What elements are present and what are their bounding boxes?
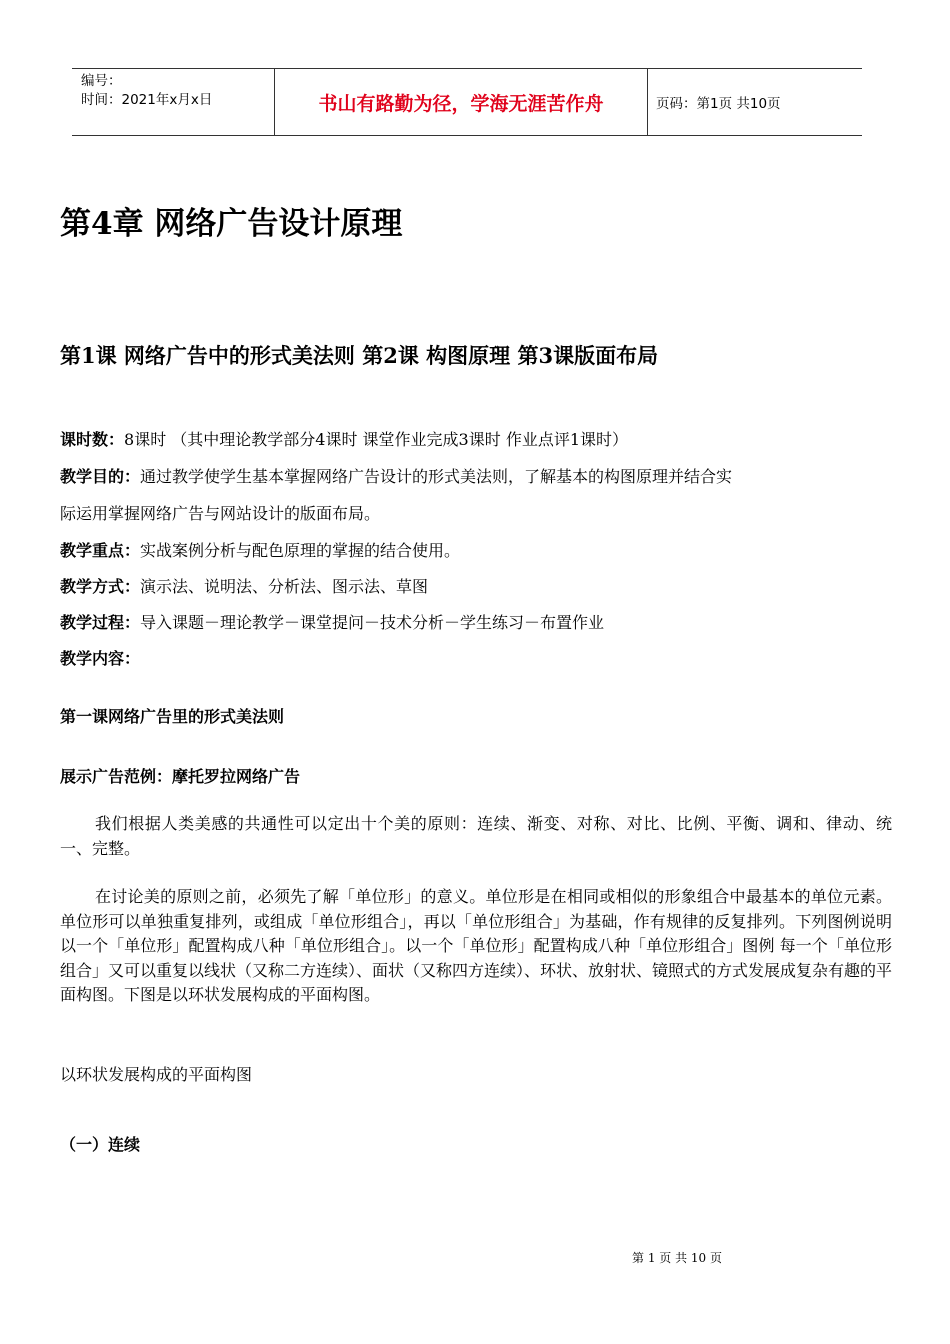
document-number-label: 编号： [81, 73, 122, 89]
meta-goal-label: 教学目的： [60, 467, 141, 486]
paragraph-unit-form: 在讨论美的原则之前，必须先了解「单位形」的意义。单位形是在相同或相似的形象组合中最基本的单位元素。单位形可以单独重复排列，或组成「单位形组合」，再以「单位形组合」为基础，作有规律的反复排列。下列图例说明以一个「单位形」配置构成八种「单位形组合」。以一个「单位形」配置构成八种「单位形组合」图例 每一个「单位形组合」又可以重复以线状（又称二方连续）、面状（又称四方连续）、环状、放射状、镜照式的方式发展成复杂有趣的平面构图。下图是以环状发展构成的平面构图。 [60, 887, 893, 1004]
meta-process-value: 导入课题－理论教学－课堂提问－技术分析－学生练习－布置作业 [140, 613, 605, 632]
document-time-label: 时间：2021年x月x日 [81, 92, 213, 108]
paragraph-principles: 我们根据人类美感的共通性可以定出十个美的原则：连续、渐变、对称、对比、比例、平衡、调和、律动、统一、完整。 [60, 814, 892, 858]
meta-process-label: 教学过程： [60, 613, 141, 632]
header-motto: 书山有路勤为径，学海无涯苦作舟 [318, 92, 604, 115]
lesson-title: 第1课 网络广告中的形式美法则 第2课 构图原理 第3课版面布局 [60, 343, 659, 368]
meta-goal-continued [60, 501, 890, 524]
section1-example: 展示广告范例：摩托罗拉网络广告 [60, 767, 301, 786]
meta-content [60, 646, 890, 669]
header-page-info: 页码：第1页 共10页 [656, 96, 781, 112]
figure-caption: 以环状发展构成的平面构图 [60, 1065, 253, 1084]
meta-method-label: 教学方式： [60, 577, 141, 596]
meta-goal-value-2: 际运用掌握网络广告与网站设计的版面布局。 [60, 504, 381, 523]
meta-content-label: 教学内容： [60, 649, 141, 668]
meta-hours [60, 427, 890, 450]
meta-process [60, 610, 890, 633]
meta-hours-label: 课时数： [60, 430, 125, 449]
header-motto-cell [274, 69, 648, 135]
meta-hours-value: 8课时 （其中理论教学部分4课时 课堂作业完成3课时 作业点评1课时） [124, 430, 628, 449]
chapter-title: 第4章 网络广告设计原理 [60, 206, 403, 242]
meta-goal-value-1: 通过教学使学生基本掌握网络广告设计的形式美法则，了解基本的构图原理并结合实 [140, 467, 733, 486]
meta-focus [60, 538, 890, 561]
header-table [72, 68, 862, 136]
meta-method [60, 574, 890, 597]
meta-method-value: 演示法、说明法、分析法、图示法、草图 [140, 577, 429, 596]
page-footer: 第 1 页 共 10 页 [632, 1251, 722, 1265]
meta-focus-value: 实战案例分析与配色原理的掌握的结合使用。 [140, 541, 461, 560]
header-left-cell [72, 69, 274, 135]
meta-focus-label: 教学重点： [60, 541, 141, 560]
subsection-continuity: （一）连续 [60, 1135, 141, 1154]
meta-goal [60, 464, 890, 487]
section1-heading: 第一课网络广告里的形式美法则 [60, 707, 285, 726]
